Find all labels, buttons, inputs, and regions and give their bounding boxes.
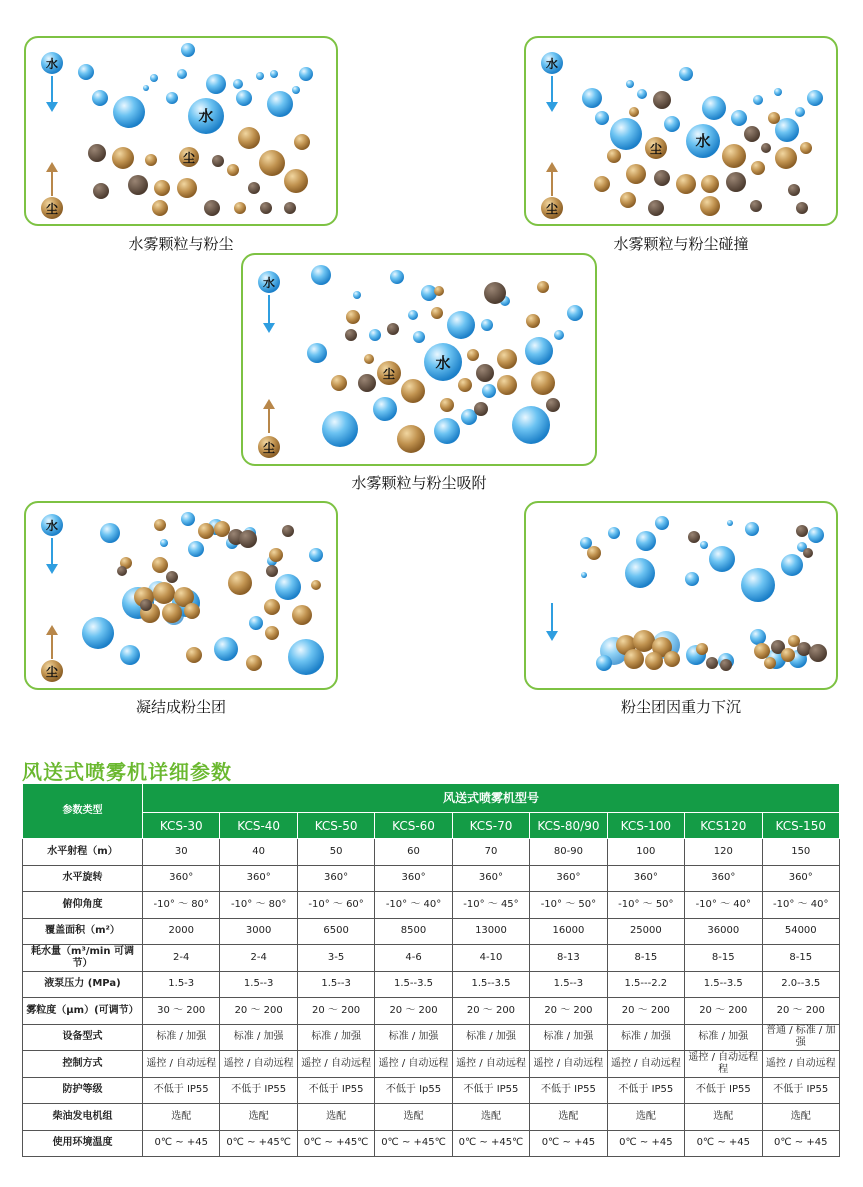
table-cell: 3000: [220, 918, 297, 945]
table-cell: 36000: [685, 918, 762, 945]
table-cell: 标准 / 加强: [375, 1024, 452, 1051]
table-cell: 标准 / 加强: [530, 1024, 607, 1051]
model-header: KCS-60: [375, 813, 452, 839]
table-cell: 0℃ ~ +45℃: [375, 1130, 452, 1157]
row-label: 控制方式: [23, 1051, 143, 1078]
table-row: [23, 1051, 840, 1078]
svg-text:水: 水: [45, 519, 59, 533]
table-cell: 遥控 / 自动远程: [452, 1051, 529, 1078]
table-cell: 不低于 IP55: [220, 1077, 297, 1104]
table-cell: -10° ～ 50°: [607, 892, 684, 919]
table-cell: 标准 / 加强: [452, 1024, 529, 1051]
table-cell: 选配: [375, 1104, 452, 1131]
table-cell: 0℃ ~ +45: [762, 1130, 840, 1157]
table-cell: 遥控 / 自动远程: [762, 1051, 840, 1078]
dust-arrow-icon: [41, 625, 63, 682]
table-cell: 1.5--3: [220, 971, 297, 998]
table-cell: 150: [762, 839, 840, 866]
table-cell: 标准 / 加强: [685, 1024, 762, 1051]
table-cell: 0℃ ~ +45: [530, 1130, 607, 1157]
dust-arrow-icon: [541, 162, 563, 219]
table-cell: 选配: [530, 1104, 607, 1131]
caption-4: 凝结成粉尘团: [135, 698, 226, 716]
water-arrow-icon: [41, 514, 63, 574]
particles-scene: [526, 503, 836, 688]
svg-text:尘: 尘: [545, 202, 559, 216]
table-cell: 不低于 IP55: [607, 1077, 684, 1104]
table-cell: 选配: [452, 1104, 529, 1131]
table-cell: 8-13: [530, 945, 607, 972]
table-cell: 2000: [143, 918, 220, 945]
table-cell: 标准 / 加强: [220, 1024, 297, 1051]
table-cell: 360°: [220, 865, 297, 892]
model-header: KCS-80/90: [530, 813, 607, 839]
table-cell: 4-10: [452, 945, 529, 972]
table-cell: 1.5--3.5: [452, 971, 529, 998]
table-cell: 360°: [375, 865, 452, 892]
model-group-title: 风送式喷雾机型号: [143, 784, 840, 813]
table-row: [23, 945, 840, 972]
svg-text:尘: 尘: [649, 142, 663, 156]
table-cell: 70: [452, 839, 529, 866]
spec-table-body: [23, 839, 840, 1157]
caption-3: 水雾颗粒与粉尘吸附: [351, 474, 487, 492]
table-cell: 20 ～ 200: [452, 998, 529, 1025]
table-cell: -10° ～ 80°: [220, 892, 297, 919]
svg-text:水: 水: [545, 57, 559, 71]
table-cell: 标准 / 加强: [607, 1024, 684, 1051]
row-header-title: 参数类型: [23, 784, 143, 839]
table-cell: 50: [297, 839, 374, 866]
table-cell: 25000: [607, 918, 684, 945]
model-header: KCS-150: [762, 813, 840, 839]
table-row: [23, 918, 840, 945]
table-cell: 0℃ ~ +45℃: [220, 1130, 297, 1157]
table-row: [23, 1130, 840, 1157]
table-cell: 遥控 / 自动远程程: [685, 1051, 762, 1078]
illustration-panel-collision: [524, 36, 838, 226]
row-label: 耗水量（m³/min 可调节）: [23, 945, 143, 972]
table-cell: 8-15: [762, 945, 840, 972]
table-row: [23, 1077, 840, 1104]
table-row: [23, 1104, 840, 1131]
table-cell: -10° ～ 60°: [297, 892, 374, 919]
table-cell: 40: [220, 839, 297, 866]
water-arrow-icon: [541, 52, 563, 112]
svg-text:水: 水: [695, 132, 711, 150]
table-cell: 100: [607, 839, 684, 866]
table-cell: 选配: [607, 1104, 684, 1131]
caption-2: 水雾颗粒与粉尘碰撞: [613, 235, 749, 253]
table-cell: 1.5--3.5: [685, 971, 762, 998]
table-cell: 2-4: [143, 945, 220, 972]
particles-scene: [243, 255, 595, 464]
svg-text:水: 水: [435, 354, 451, 372]
down-arrow-icon: [546, 603, 558, 641]
table-cell: 20 ～ 200: [685, 998, 762, 1025]
table-cell: 0℃ ~ +45: [607, 1130, 684, 1157]
table-cell: -10° ～ 45°: [452, 892, 529, 919]
svg-text:水: 水: [198, 107, 214, 125]
table-cell: -10° ～ 80°: [143, 892, 220, 919]
table-cell: 选配: [220, 1104, 297, 1131]
table-cell: 0℃ ~ +45: [685, 1130, 762, 1157]
table-cell: 选配: [297, 1104, 374, 1131]
table-cell: 20 ～ 200: [762, 998, 840, 1025]
table-cell: 标准 / 加强: [143, 1024, 220, 1051]
table-cell: 360°: [452, 865, 529, 892]
svg-text:尘: 尘: [262, 441, 276, 455]
table-cell: 不低于 IP55: [685, 1077, 762, 1104]
svg-text:尘: 尘: [382, 367, 396, 381]
table-cell: -10° ～ 40°: [375, 892, 452, 919]
table-cell: 遥控 / 自动远程: [607, 1051, 684, 1078]
table-cell: 20 ～ 200: [375, 998, 452, 1025]
table-cell: 遥控 / 自动远程: [297, 1051, 374, 1078]
illustration-panel-settle: [524, 501, 838, 690]
table-cell: 遥控 / 自动远程: [220, 1051, 297, 1078]
table-cell: 54000: [762, 918, 840, 945]
table-cell: 360°: [530, 865, 607, 892]
table-row: [23, 865, 840, 892]
table-cell: 120: [685, 839, 762, 866]
table-cell: -10° ～ 40°: [685, 892, 762, 919]
row-label: 柴油发电机组: [23, 1104, 143, 1131]
table-cell: 选配: [762, 1104, 840, 1131]
table-cell: 不低于 IP55: [143, 1077, 220, 1104]
table-cell: 普通 / 标准 / 加强: [762, 1024, 840, 1051]
table-cell: 标准 / 加强: [297, 1024, 374, 1051]
table-cell: 不低于 IP55: [530, 1077, 607, 1104]
table-cell: 360°: [607, 865, 684, 892]
table-cell: 0℃ ~ +45℃: [452, 1130, 529, 1157]
table-cell: 360°: [685, 865, 762, 892]
table-cell: 1.5--3.5: [375, 971, 452, 998]
row-label: 覆盖面积（m²）: [23, 918, 143, 945]
table-cell: 3-5: [297, 945, 374, 972]
table-cell: 选配: [685, 1104, 762, 1131]
table-cell: 20 ～ 200: [220, 998, 297, 1025]
table-row: [23, 998, 840, 1025]
svg-text:尘: 尘: [45, 202, 59, 216]
table-cell: 6500: [297, 918, 374, 945]
table-cell: 80-90: [530, 839, 607, 866]
table-cell: 1.5-3: [143, 971, 220, 998]
row-label: 雾粒度（μm）(可调节）: [23, 998, 143, 1025]
table-cell: 遥控 / 自动远程: [143, 1051, 220, 1078]
water-arrow-icon: [41, 52, 63, 112]
svg-text:尘: 尘: [182, 151, 196, 165]
table-cell: 30 ～ 200: [143, 998, 220, 1025]
table-cell: 1.5--3: [530, 971, 607, 998]
table-cell: 遥控 / 自动远程: [530, 1051, 607, 1078]
svg-text:水: 水: [262, 276, 276, 290]
table-cell: 30: [143, 839, 220, 866]
table-cell: 20 ～ 200: [297, 998, 374, 1025]
water-arrow-icon: [258, 271, 280, 333]
model-header: KCS-50: [297, 813, 374, 839]
row-label: 使用环境温度: [23, 1130, 143, 1157]
table-row: [23, 839, 840, 866]
caption-5: 粉尘团因重力下沉: [620, 698, 741, 716]
illustration-panel-adsorption: [241, 253, 597, 466]
table-cell: 4-6: [375, 945, 452, 972]
row-label: 液泵压力 (MPa): [23, 971, 143, 998]
table-cell: -10° ～ 50°: [530, 892, 607, 919]
table-cell: 13000: [452, 918, 529, 945]
model-header: KCS-40: [220, 813, 297, 839]
model-header: KCS120: [685, 813, 762, 839]
table-cell: 360°: [297, 865, 374, 892]
section-title: 风送式喷雾机详细参数: [22, 760, 232, 784]
illustration-panel-condense: [24, 501, 338, 690]
dust-arrow-icon: [258, 399, 280, 458]
table-cell: 1.5---2.2: [607, 971, 684, 998]
table-cell: 2-4: [220, 945, 297, 972]
table-cell: 2.0--3.5: [762, 971, 840, 998]
dust-arrow-icon: [41, 162, 63, 219]
particles-scene: [26, 38, 336, 224]
table-cell: 16000: [530, 918, 607, 945]
table-row: [23, 1024, 840, 1051]
table-cell: 1.5--3: [297, 971, 374, 998]
table-cell: 0℃ ~ +45: [143, 1130, 220, 1157]
model-header: KCS-70: [452, 813, 529, 839]
illustration-panel-separate: [24, 36, 338, 226]
svg-text:尘: 尘: [45, 665, 59, 679]
table-cell: 20 ～ 200: [607, 998, 684, 1025]
model-header: KCS-30: [143, 813, 220, 839]
svg-text:水: 水: [45, 57, 59, 71]
model-header: KCS-100: [607, 813, 684, 839]
table-cell: 不低于 IP55: [452, 1077, 529, 1104]
particles-scene: [526, 38, 836, 224]
row-label: 设备型式: [23, 1024, 143, 1051]
model-header-row: [23, 813, 840, 839]
table-row: [23, 971, 840, 998]
table-cell: 0℃ ~ +45℃: [297, 1130, 374, 1157]
spec-table: [22, 783, 840, 1157]
table-cell: 20 ～ 200: [530, 998, 607, 1025]
table-cell: 360°: [143, 865, 220, 892]
particles-scene: [26, 503, 336, 688]
caption-1: 水雾颗粒与粉尘: [128, 235, 234, 253]
row-label: 水平旋转: [23, 865, 143, 892]
table-cell: 遥控 / 自动远程: [375, 1051, 452, 1078]
row-label: 水平射程（m）: [23, 839, 143, 866]
row-label: 俯仰角度: [23, 892, 143, 919]
table-cell: 60: [375, 839, 452, 866]
table-cell: 8-15: [685, 945, 762, 972]
table-cell: 360°: [762, 865, 840, 892]
table-cell: 不低于 Ip55: [375, 1077, 452, 1104]
table-cell: 不低于 IP55: [297, 1077, 374, 1104]
table-cell: -10° ～ 40°: [762, 892, 840, 919]
table-cell: 8500: [375, 918, 452, 945]
table-cell: 8-15: [607, 945, 684, 972]
row-label: 防护等级: [23, 1077, 143, 1104]
table-cell: 选配: [143, 1104, 220, 1131]
table-row: [23, 892, 840, 919]
table-cell: 不低于 IP55: [762, 1077, 840, 1104]
